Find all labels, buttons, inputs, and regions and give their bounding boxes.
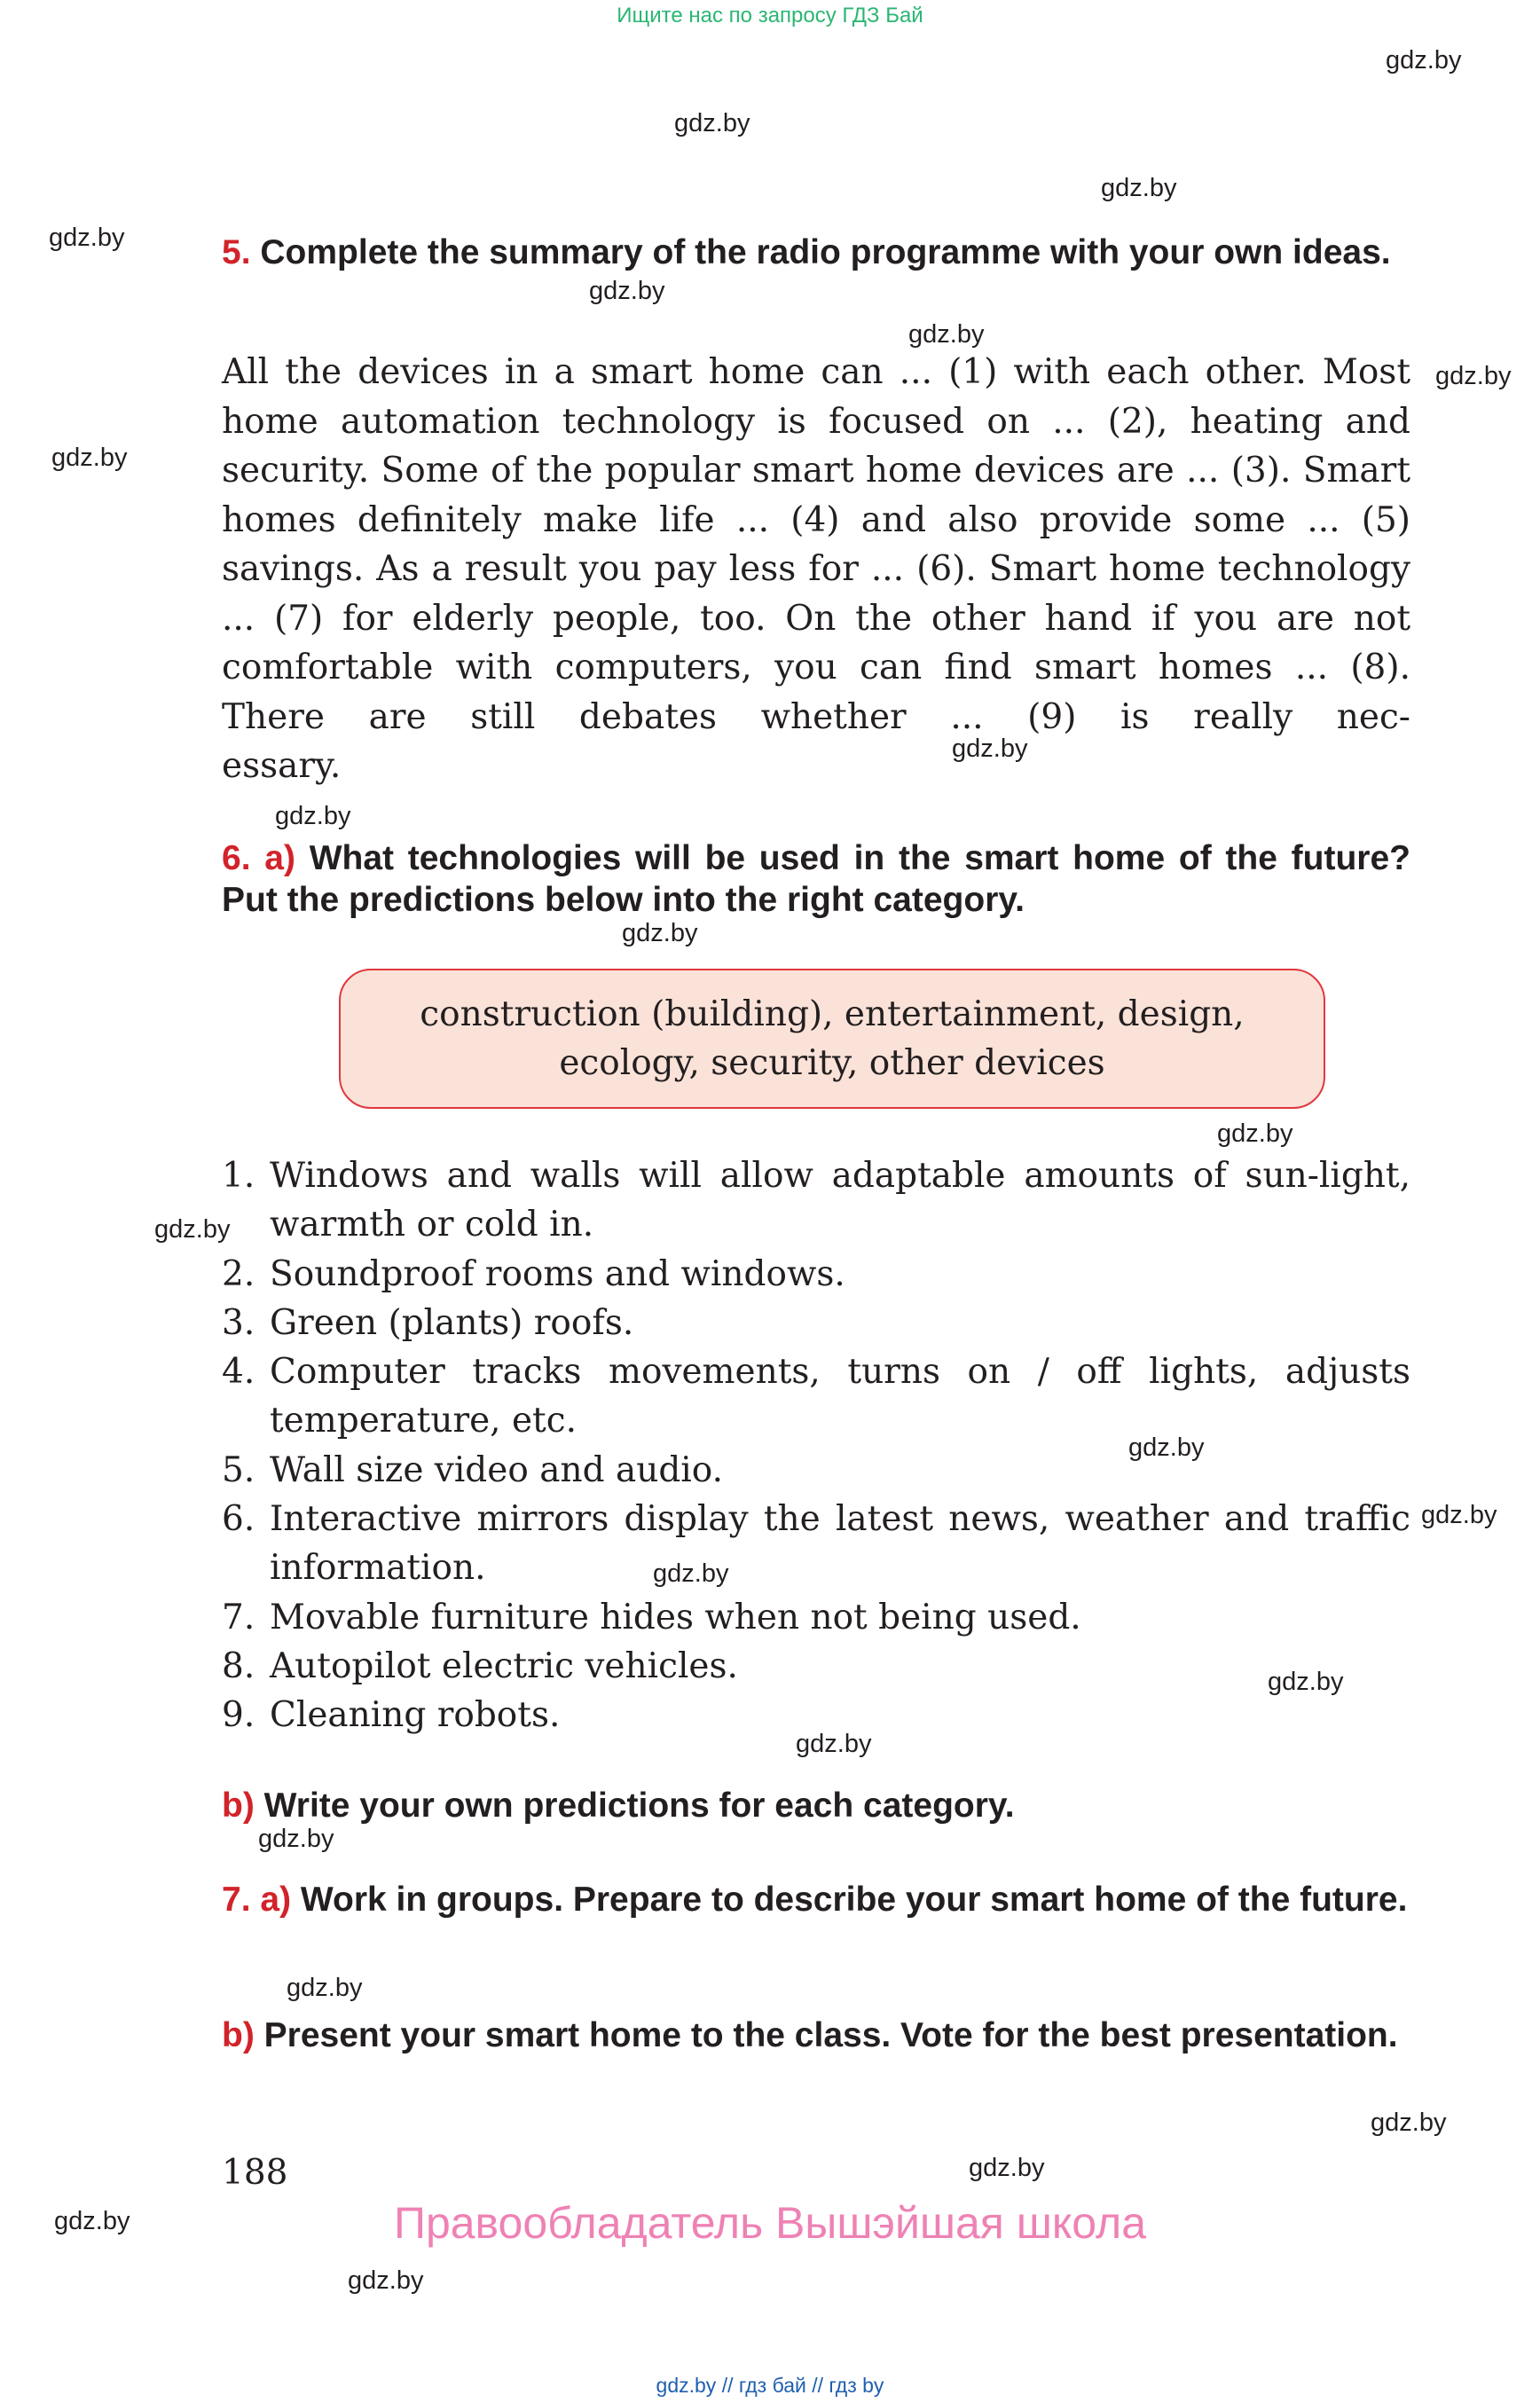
item-number: 3. — [222, 1302, 255, 1343]
task6-instruction-b: Write your own predictions for each category. — [263, 1787, 1015, 1825]
copyright-notice: Правообладатель Вышэйшая школа — [394, 2198, 1146, 2248]
item-number: 4. — [222, 1352, 255, 1393]
watermark: gdz.by — [622, 919, 698, 947]
list-item — [222, 1691, 1410, 1739]
task6-sub-b: b) — [222, 1787, 255, 1825]
task6-sub-a: a) — [264, 839, 295, 877]
task7-instruction-b: Present your smart home to the class. Vote for the best presentation. — [263, 2016, 1398, 2054]
task7-heading — [222, 1879, 1410, 1920]
item-text: Cleaning robots. — [270, 1695, 561, 1736]
watermark: gdz.by — [154, 1215, 231, 1244]
task6-heading — [222, 837, 1410, 921]
item-text: Windows and walls will allow adaptable amounts of sun-light, warmth or cold in. — [270, 1156, 1410, 1245]
predictions-list — [222, 1151, 1410, 1740]
task5-summary-end: essary. — [222, 746, 342, 786]
item-number: 9. — [222, 1695, 255, 1736]
categories-text: construction (building), entertainment, design, ecology, security, other devices — [420, 994, 1245, 1083]
item-text: Computer tracks movements, turns on / off lights, adjusts temperature, etc. — [270, 1352, 1410, 1441]
item-text: Soundproof rooms and windows. — [270, 1253, 845, 1294]
task5-summary — [222, 348, 1410, 791]
task5-number: 5. — [222, 233, 251, 271]
list-item — [222, 1446, 1410, 1495]
item-number: 5. — [222, 1449, 255, 1490]
task7-number: 7. — [222, 1881, 251, 1919]
list-item — [222, 1299, 1410, 1347]
task7-instruction-a: Work in groups. Prepare to describe your smart home of the future. — [300, 1881, 1408, 1919]
watermark: gdz.by — [674, 109, 750, 137]
watermark: gdz.by — [49, 224, 125, 252]
item-text: Movable furniture hides when not being used. — [270, 1597, 1081, 1637]
watermark: gdz.by — [908, 320, 985, 349]
watermark: gdz.by — [589, 277, 665, 305]
watermark: gdz.by — [1217, 1119, 1293, 1148]
page-number: 188 — [222, 2153, 288, 2193]
item-text: Autopilot electric vehicles. — [270, 1645, 738, 1686]
task6-number: 6. — [222, 839, 251, 877]
list-item — [222, 1250, 1410, 1299]
watermark: gdz.by — [1421, 1501, 1497, 1529]
item-text: Interactive mirrors display the latest news, weather and traffic information. — [270, 1499, 1410, 1589]
watermark: gdz.by — [1386, 46, 1462, 75]
watermark: gdz.by — [51, 444, 128, 472]
watermark: gdz.by — [969, 2154, 1045, 2182]
item-number: 1. — [222, 1156, 255, 1196]
watermark: gdz.by — [1128, 1433, 1205, 1462]
task5-instruction: Complete the summary of the radio programme with your own ideas. — [260, 233, 1391, 271]
item-number: 7. — [222, 1597, 255, 1637]
watermark: gdz.by — [1101, 174, 1177, 202]
task6-instruction-a: What technologies will be used in the smart home of the future? Put the predictions below into the right category. — [222, 839, 1410, 919]
task7b-heading — [222, 2014, 1410, 2056]
task7-sub-b: b) — [222, 2016, 255, 2054]
watermark: gdz.by — [1371, 2109, 1447, 2137]
task5-summary-text: All the devices in a smart home can ... (1) with each other. Most home automation technology is focused on ... (2), heating and security. Some of the popular smart home devices are ... (3). Smart homes definitely make life ... (4) and also provide some ... (5) savings. As a result you pay less for ... (6). Smart home technology ... (7) for elderly people, too. On the other hand if you are not comfortable with computers, you can find smart homes ... (8). There are still debates whether ... (9) is really nec- — [222, 352, 1410, 737]
list-item — [222, 1347, 1410, 1446]
task5-heading — [222, 232, 1410, 273]
watermark: gdz.by — [653, 1559, 729, 1588]
top-banner: Ищите нас по запросу ГДЗ Бай — [617, 4, 923, 27]
watermark: gdz.by — [275, 802, 351, 830]
categories-box — [339, 969, 1325, 1109]
item-text: Wall size video and audio. — [270, 1449, 723, 1490]
watermark: gdz.by — [54, 2207, 130, 2235]
watermark: gdz.by — [258, 1825, 334, 1853]
watermark: gdz.by — [348, 2266, 424, 2295]
list-item — [222, 1495, 1410, 1593]
item-number: 2. — [222, 1253, 255, 1294]
task7-sub-a: a) — [260, 1881, 292, 1919]
watermark: gdz.by — [1435, 362, 1512, 390]
watermark: gdz.by — [796, 1730, 872, 1758]
item-number: 8. — [222, 1645, 255, 1686]
list-item — [222, 1642, 1410, 1691]
watermark: gdz.by — [952, 734, 1028, 763]
footer-links[interactable]: gdz.by // гдз бай // гдз by — [656, 2374, 884, 2397]
item-text: Green (plants) roofs. — [270, 1302, 634, 1343]
list-item — [222, 1593, 1410, 1642]
item-number: 6. — [222, 1499, 255, 1540]
watermark: gdz.by — [1268, 1668, 1344, 1696]
task6b-heading — [222, 1785, 1410, 1826]
list-item — [222, 1151, 1410, 1250]
watermark: gdz.by — [287, 1974, 363, 2002]
